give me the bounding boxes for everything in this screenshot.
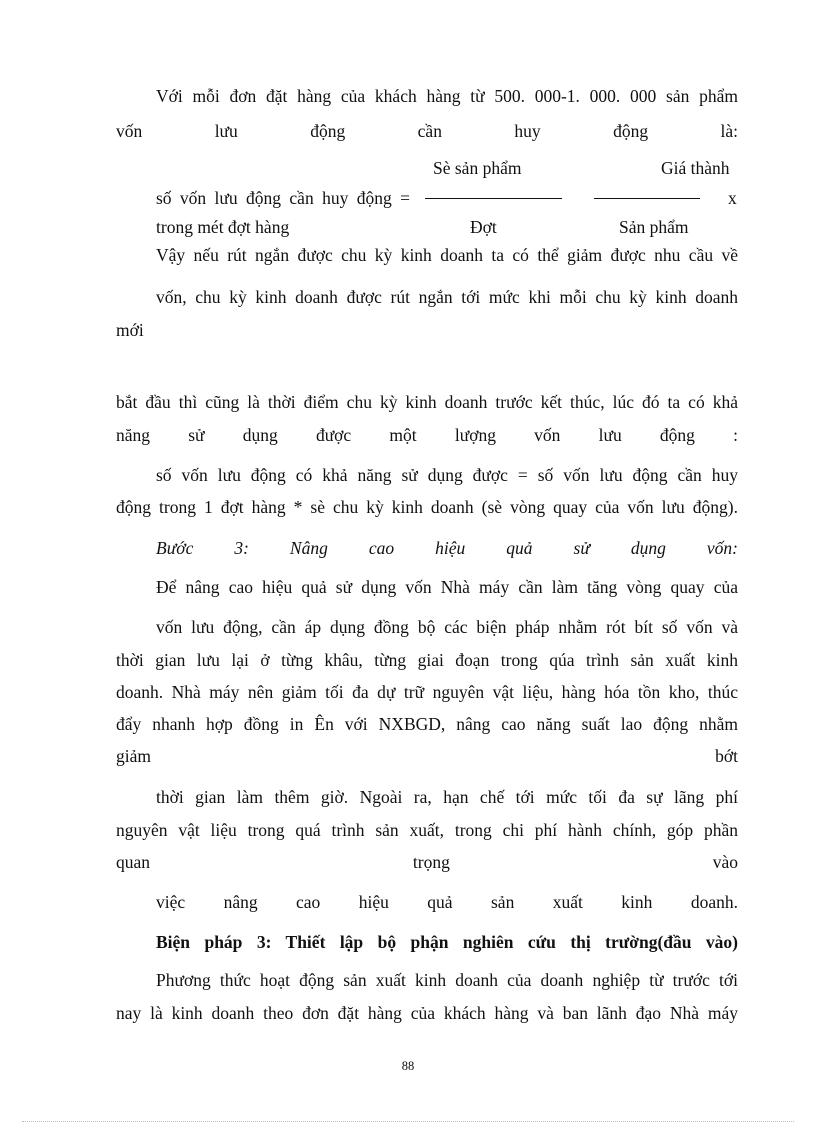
paragraph-line: bắt đầu thì cũng là thời điểm chu kỳ kinh doanh trước kết thúc, lúc đó ta có khả — [116, 392, 738, 412]
page-bottom-divider — [22, 1121, 794, 1122]
paragraph-line: động trong 1 đợt hàng * sè chu kỳ kinh doanh (sè vòng quay của vốn lưu động). — [116, 497, 738, 517]
paragraph-line: nay là kinh doanh theo đơn đặt hàng của khách hàng và ban lãnh đạo Nhà máy — [116, 1003, 738, 1023]
step-heading: Bước 3: Nâng cao hiệu quả sử dụng vốn: — [156, 538, 738, 558]
formula-lhs-continuation: trong mét đợt hàng — [156, 217, 290, 237]
paragraph-line: giảm bớt — [116, 746, 738, 766]
paragraph-line: nguyên vật liệu trong quá trình sản xuất, trong chi phí hành chính, góp phần — [116, 820, 738, 840]
fraction2-bar — [594, 198, 700, 199]
paragraph-line: mới — [116, 320, 144, 340]
formula-multiply-sign: x — [728, 188, 737, 208]
formula-fraction2-numerator: Giá thành — [661, 158, 730, 178]
paragraph-line: vốn lưu động cần huy động là: — [116, 121, 738, 141]
paragraph-line: Để nâng cao hiệu quả sử dụng vốn Nhà máy cần làm tăng vòng quay của — [156, 577, 738, 597]
paragraph-line: thời gian lưu lại ở từng khâu, từng giai đoạn trong qúa trình sản xuất kinh — [116, 650, 738, 670]
paragraph-line: quan trọng vào — [116, 852, 738, 872]
formula-fraction1-denominator: Đợt — [470, 217, 497, 237]
paragraph-line: doanh. Nhà máy nên giảm tối đa dự trữ nguyên vật liệu, hàng hóa tồn kho, thúc — [116, 682, 738, 702]
page-number: 88 — [401, 1059, 415, 1073]
section-heading: Biện pháp 3: Thiết lập bộ phận nghiên cứu thị trường(đầu vào) — [156, 932, 738, 952]
fraction1-bar — [425, 198, 562, 199]
paragraph-line: vốn, chu kỳ kinh doanh được rút ngắn tới mức khi mỗi chu kỳ kinh doanh — [156, 287, 738, 307]
formula-fraction2-denominator: Sản phẩm — [619, 217, 689, 237]
paragraph-line: số vốn lưu động có khả năng sử dụng được = số vốn lưu động cần huy — [156, 465, 738, 485]
paragraph-line: vốn lưu động, cần áp dụng đồng bộ các biện pháp nhằm rót bít số vốn và — [156, 617, 738, 637]
paragraph-line: thời gian làm thêm giờ. Ngoài ra, hạn chế tới mức tối đa sự lãng phí — [156, 787, 738, 807]
paragraph-line: năng sử dụng được một lượng vốn lưu động : — [116, 425, 738, 445]
formula-fraction1-numerator: Sè sản phẩm — [433, 158, 522, 178]
formula-lhs: số vốn lưu động cần huy động = — [156, 188, 410, 208]
paragraph-line: Phương thức hoạt động sản xuất kinh doanh của doanh nghiệp từ trước tới — [156, 970, 738, 990]
paragraph-line: việc nâng cao hiệu quả sản xuất kinh doanh. — [156, 892, 738, 912]
paragraph-line: Vậy nếu rút ngắn được chu kỳ kinh doanh ta có thể giảm được nhu cầu về — [156, 245, 738, 265]
paragraph-line: đẩy nhanh hợp đồng in Ên với NXBGD, nâng cao năng suất lao động nhằm — [116, 714, 738, 734]
paragraph-line: Với mỗi đơn đặt hàng của khách hàng từ 500. 000-1. 000. 000 sản phẩm — [156, 86, 738, 106]
